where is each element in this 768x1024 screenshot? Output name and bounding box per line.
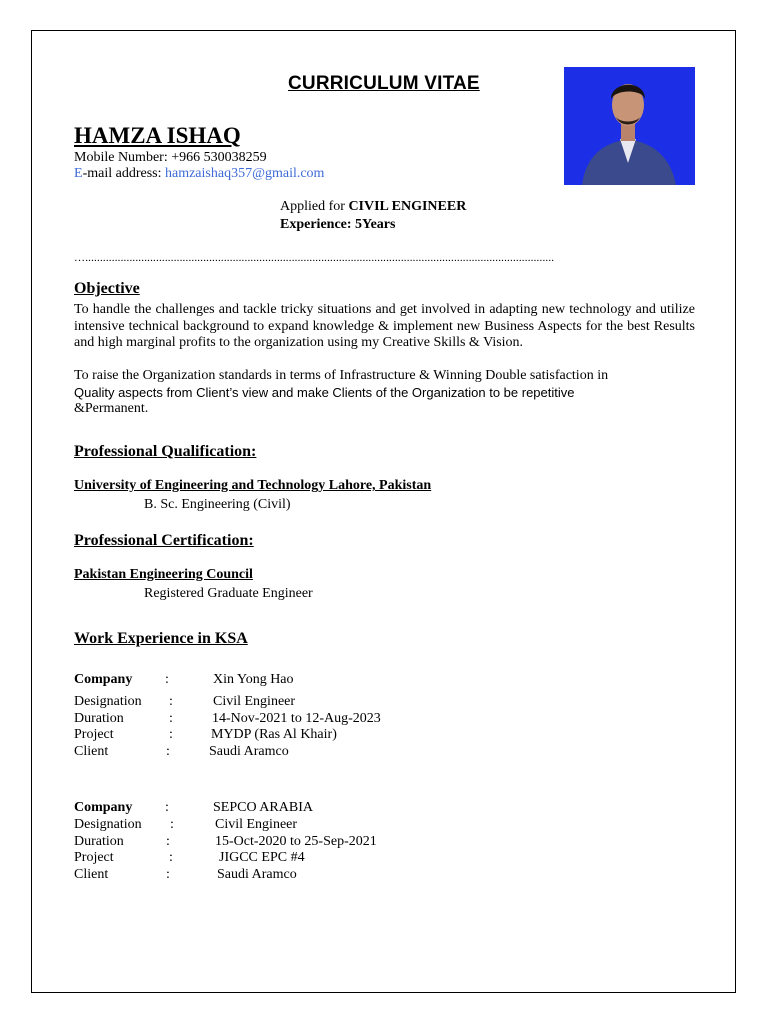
objective-paragraph-2-line-2: Quality aspects from Client’s view and make Clients of the Organization to be repetitive [74, 385, 575, 400]
job-1-designation: Civil Engineer [213, 694, 296, 709]
client-label: Client [74, 744, 109, 759]
designation-label: Designation [74, 694, 142, 709]
designation-label: Designation [74, 817, 142, 832]
certification-heading: Professional Certification: [74, 532, 254, 549]
email-label: -mail address: [82, 166, 162, 181]
job-2-company: SEPCO ARABIA [213, 800, 313, 815]
applied-line [280, 199, 466, 215]
certification-body: Pakistan Engineering Council [74, 567, 253, 582]
certification-title: Registered Graduate Engineer [144, 586, 313, 601]
mobile-label: Mobile Number: [74, 150, 168, 165]
email-value[interactable]: hamzaishaq357@gmail.com [164, 166, 325, 181]
cv-title: CURRICULUM VITAE [288, 73, 480, 94]
separator: : [165, 672, 169, 687]
qualification-institution: University of Engineering and Technology Lahore, Pakistan [74, 478, 432, 493]
duration-label: Duration [74, 834, 124, 849]
project-label: Project [74, 850, 114, 865]
separator: : [166, 867, 170, 882]
job-1-company: Xin Yong Hao [213, 672, 294, 687]
person-portrait-icon [564, 67, 695, 185]
company-label: Company [74, 672, 133, 687]
email-line [74, 166, 324, 182]
separator: : [166, 834, 170, 849]
separator: : [165, 800, 169, 815]
applied-role: CIVIL ENGINEER [348, 199, 467, 214]
mobile-line [74, 150, 267, 166]
applied-prefix: Applied for [280, 199, 345, 214]
dotted-divider: …............................................................................................................................................................... [74, 252, 555, 264]
separator: : [169, 711, 173, 726]
separator: : [170, 817, 174, 832]
experience-line: Experience: 5Years [280, 217, 396, 232]
mobile-value: +966 530038259 [171, 150, 267, 165]
objective-paragraph-2-line-3: &Permanent. [74, 401, 149, 416]
job-1-duration: 14-Nov-2021 to 12-Aug-2023 [212, 711, 381, 726]
separator: : [169, 850, 173, 865]
job-2-designation: Civil Engineer [215, 817, 298, 832]
qualification-heading: Professional Qualification: [74, 443, 257, 460]
objective-heading: Objective [74, 280, 140, 297]
objective-paragraph-1: To handle the challenges and tackle tricky situations and get involved in adapting new technology and utilize intensive technical background to expand knowledge & implement new Business Aspects for the best Results and high marginal profits to the organization using my Creative Skills & Vision. [74, 302, 695, 350]
separator: : [169, 727, 173, 742]
work-heading: Work Experience in KSA [74, 630, 248, 647]
candidate-name: HAMZA ISHAQ [74, 123, 241, 148]
job-2-duration: 15-Oct-2020 to 25-Sep-2021 [215, 834, 377, 849]
duration-label: Duration [74, 711, 124, 726]
job-2-project: JIGCC EPC #4 [219, 850, 305, 865]
qualification-degree: B. Sc. Engineering (Civil) [144, 497, 291, 512]
client-label: Client [74, 867, 109, 882]
separator: : [169, 694, 173, 709]
objective-paragraph-2-line-1: To raise the Organization standards in terms of Infrastructure & Winning Double satisfaction in [74, 368, 609, 383]
profile-photo [564, 67, 695, 185]
company-label: Company [74, 800, 133, 815]
job-2-client: Saudi Aramco [217, 867, 297, 882]
job-1-project: MYDP (Ras Al Khair) [211, 727, 337, 742]
job-1-client: Saudi Aramco [209, 744, 289, 759]
separator: : [166, 744, 170, 759]
project-label: Project [74, 727, 114, 742]
email-label-e: E [74, 166, 83, 181]
